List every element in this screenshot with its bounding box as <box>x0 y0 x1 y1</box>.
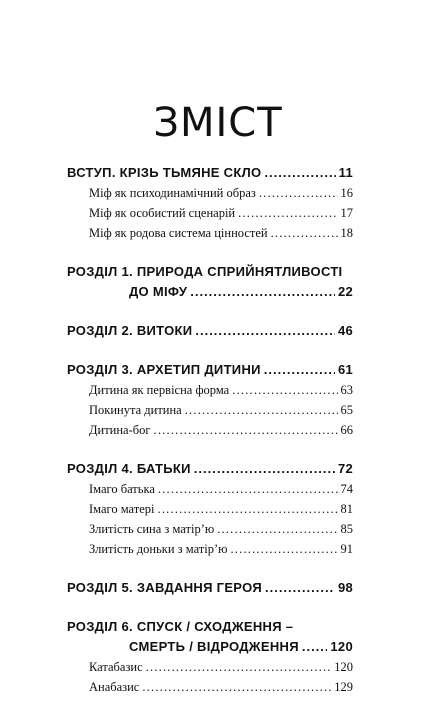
toc-subentry[interactable] <box>67 400 353 420</box>
dot-leader <box>238 203 337 223</box>
dot-leader <box>142 677 331 697</box>
toc-subentry-title: Злитість сина з матір’ю <box>89 522 215 536</box>
toc-subentry[interactable] <box>67 539 353 559</box>
toc-subentry-title: Імаго матері <box>89 502 155 516</box>
dot-leader <box>190 282 335 302</box>
dot-leader <box>264 360 335 380</box>
toc-section-chapter-4 <box>67 459 353 559</box>
dot-leader <box>217 519 337 539</box>
toc-page-number: 85 <box>340 522 353 536</box>
dot-leader <box>154 420 338 440</box>
dot-leader <box>259 183 338 203</box>
toc-section-chapter-2 <box>67 321 353 341</box>
toc-page-number: 98 <box>337 580 353 595</box>
toc-subentry-title: Катабазис <box>89 660 143 674</box>
toc-entry-title: СМЕРТЬ / ВІДРОДЖЕННЯ <box>129 639 299 654</box>
toc-subentry[interactable] <box>67 677 353 697</box>
toc-entry-title: ДО МІФУ <box>129 284 188 299</box>
toc-subentry-title: Анабазис <box>89 680 140 694</box>
toc-entry-title: РОЗДІЛ 1. ПРИРОДА СПРИЙНЯТЛИВОСТІ <box>67 264 343 279</box>
toc-entry-chapter-6[interactable] <box>67 617 353 637</box>
dot-leader <box>265 578 335 598</box>
toc-entry-intro[interactable] <box>67 163 353 183</box>
toc-subentry[interactable] <box>67 380 353 400</box>
dot-leader <box>185 400 338 420</box>
dot-leader <box>302 637 328 657</box>
toc-page-number: 66 <box>340 423 353 437</box>
dot-leader <box>271 223 338 243</box>
toc-entry-title: ВСТУП. КРІЗЬ ТЬМЯНЕ СКЛО <box>67 165 262 180</box>
toc-entry-title: РОЗДІЛ 5. ЗАВДАННЯ ГЕРОЯ <box>67 580 262 595</box>
toc-page-number: 22 <box>337 284 353 299</box>
toc-page-number: 81 <box>340 502 353 516</box>
toc-entry-chapter-4[interactable] <box>67 459 353 479</box>
toc-page-number: 17 <box>340 206 353 220</box>
toc-subentry[interactable] <box>67 223 353 243</box>
toc-section-chapter-3 <box>67 360 353 440</box>
toc-entry-title: РОЗДІЛ 4. БАТЬКИ <box>67 461 191 476</box>
toc-page-number: 120 <box>330 639 353 654</box>
dot-leader <box>146 657 332 677</box>
toc-subentry-title: Дитина як первісна форма <box>89 383 230 397</box>
dot-leader <box>264 163 335 183</box>
toc-subentry-title: Злитість доньки з матір’ю <box>89 542 228 556</box>
toc-entry-title: РОЗДІЛ 2. ВИТОКИ <box>67 323 193 338</box>
toc-page-number: 129 <box>334 680 353 694</box>
toc-page-number: 91 <box>340 542 353 556</box>
toc-subentry-title: Покинута дитина <box>89 403 182 417</box>
toc-subentry[interactable] <box>67 420 353 440</box>
toc-subentry[interactable] <box>67 203 353 223</box>
toc-section-chapter-1 <box>67 262 353 302</box>
toc-page-number: 18 <box>340 226 353 240</box>
toc-subentry-title: Дитина-бог <box>89 423 151 437</box>
toc-page-number: 11 <box>338 165 353 180</box>
toc-section-chapter-5 <box>67 578 353 598</box>
toc-page-number: 16 <box>340 186 353 200</box>
toc-entry-title: РОЗДІЛ 6. СПУСК / СХОДЖЕННЯ – <box>67 619 294 634</box>
toc-subentry[interactable] <box>67 519 353 539</box>
toc-page-number: 72 <box>337 461 353 476</box>
toc-entry-title: РОЗДІЛ 3. АРХЕТИП ДИТИНИ <box>67 362 261 377</box>
toc-subentry[interactable] <box>67 183 353 203</box>
toc-entry-chapter-2[interactable] <box>67 321 353 341</box>
toc-page-number: 61 <box>337 362 353 377</box>
toc-page-number: 74 <box>340 482 353 496</box>
toc-subentry[interactable] <box>67 479 353 499</box>
toc-section-chapter-6 <box>67 617 353 697</box>
toc-page-number: 65 <box>340 403 353 417</box>
toc-page-number: 63 <box>340 383 353 397</box>
toc-section-intro <box>67 163 353 243</box>
toc-subentry-title: Імаго батька <box>89 482 155 496</box>
toc-subentry-title: Міф як психодинамічний образ <box>89 186 256 200</box>
toc-entry-chapter-1-continued[interactable] <box>67 282 353 302</box>
dot-leader <box>230 539 337 559</box>
page-title: ЗМІСТ <box>153 99 283 146</box>
toc-entry-chapter-3[interactable] <box>67 360 353 380</box>
toc-page-number: 46 <box>337 323 353 338</box>
table-of-contents <box>67 163 353 716</box>
dot-leader <box>158 499 338 519</box>
toc-entry-chapter-5[interactable] <box>67 578 353 598</box>
dot-leader <box>232 380 337 400</box>
toc-subentry-title: Міф як родова система цінностей <box>89 226 268 240</box>
toc-entry-chapter-6-continued[interactable] <box>67 637 353 657</box>
toc-page-number: 120 <box>334 660 353 674</box>
toc-entry-chapter-1[interactable] <box>67 262 353 282</box>
toc-subentry-title: Міф як особистий сценарій <box>89 206 236 220</box>
toc-subentry[interactable] <box>67 657 353 677</box>
dot-leader <box>195 321 335 341</box>
dot-leader <box>194 459 335 479</box>
toc-subentry[interactable] <box>67 499 353 519</box>
dot-leader <box>158 479 338 499</box>
